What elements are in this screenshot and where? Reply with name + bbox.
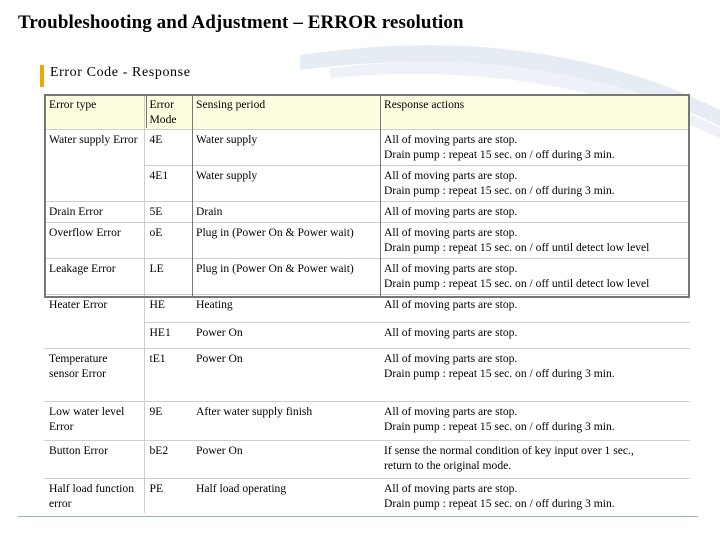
table-row — [44, 295, 690, 323]
row-sensing-period: Water supply — [191, 130, 379, 166]
row-error-mode: LE — [144, 259, 191, 295]
table-row — [44, 259, 690, 295]
row-error-type: Button Error — [44, 441, 144, 479]
row-sensing-period: Heating — [191, 295, 379, 323]
row-response-actions — [379, 402, 690, 441]
response-action-line: Drain pump : repeat 15 sec. on / off during 3 min. — [384, 148, 615, 161]
table-row — [44, 323, 690, 349]
response-action-line: Drain pump : repeat 15 sec. on / off during 3 min. — [384, 367, 615, 380]
header-response-actions: Response actions — [379, 95, 690, 130]
response-action-line: All of moving parts are stop. — [384, 262, 518, 275]
row-response-actions — [379, 323, 690, 349]
row-error-mode: tE1 — [144, 349, 191, 402]
row-error-mode: 4E — [144, 130, 191, 166]
response-action-line: All of moving parts are stop. — [384, 169, 518, 182]
row-sensing-period: Plug in (Power On & Power wait) — [191, 259, 379, 295]
row-error-mode: PE — [144, 479, 191, 514]
page-title: Troubleshooting and Adjustment – ERROR resolution — [18, 12, 464, 33]
row-sensing-period: Power On — [191, 349, 379, 402]
row-response-actions — [379, 295, 690, 323]
response-action-line: All of moving parts are stop. — [384, 226, 518, 239]
row-error-mode: bE2 — [144, 441, 191, 479]
response-action-line: All of moving parts are stop. — [384, 133, 518, 146]
row-response-actions — [379, 223, 690, 259]
footer-rule — [18, 516, 698, 517]
row-error-mode: 5E — [144, 202, 191, 223]
table-row — [44, 130, 690, 166]
subtitle-accent-bar — [40, 65, 44, 87]
row-error-type: Temperature sensor Error — [44, 349, 144, 402]
row-error-type — [44, 166, 144, 202]
header-error-type: Error type — [44, 95, 144, 130]
row-response-actions — [379, 130, 690, 166]
response-action-line: All of moving parts are stop. — [384, 326, 518, 339]
response-action-line: return to the original mode. — [384, 459, 512, 472]
row-error-mode: 9E — [144, 402, 191, 441]
row-error-type: Leakage Error — [44, 259, 144, 295]
response-action-line: Drain pump : repeat 15 sec. on / off during 3 min. — [384, 184, 615, 197]
row-error-mode: oE — [144, 223, 191, 259]
row-sensing-period: Water supply — [191, 166, 379, 202]
header-sensing-period: Sensing period — [191, 95, 379, 130]
response-action-line: All of moving parts are stop. — [384, 352, 518, 365]
table-row — [44, 441, 690, 479]
row-sensing-period: Drain — [191, 202, 379, 223]
row-sensing-period: Power On — [191, 441, 379, 479]
table-row — [44, 349, 690, 402]
error-code-table — [44, 94, 690, 513]
table-row — [44, 166, 690, 202]
row-error-mode: HE — [144, 295, 191, 323]
section-subtitle: Error Code - Response — [50, 65, 191, 80]
response-action-line: All of moving parts are stop. — [384, 205, 518, 218]
response-action-line: Drain pump : repeat 15 sec. on / off during 3 min. — [384, 497, 615, 510]
response-action-line: All of moving parts are stop. — [384, 298, 518, 311]
row-response-actions — [379, 259, 690, 295]
row-response-actions — [379, 479, 690, 514]
row-sensing-period: Plug in (Power On & Power wait) — [191, 223, 379, 259]
row-error-type — [44, 323, 144, 349]
row-error-type: Heater Error — [44, 295, 144, 323]
row-error-type: Low water level Error — [44, 402, 144, 441]
table-row — [44, 402, 690, 441]
row-response-actions — [379, 166, 690, 202]
row-error-type: Overflow Error — [44, 223, 144, 259]
row-response-actions — [379, 441, 690, 479]
row-error-type: Half load function error — [44, 479, 144, 514]
response-action-line: Drain pump : repeat 15 sec. on / off during 3 min. — [384, 420, 615, 433]
row-error-mode: 4E1 — [144, 166, 191, 202]
response-action-line: If sense the normal condition of key input over 1 sec., — [384, 444, 634, 457]
header-error-mode: Error Mode — [144, 95, 191, 130]
row-error-mode: HE1 — [144, 323, 191, 349]
table-row — [44, 223, 690, 259]
row-response-actions — [379, 202, 690, 223]
row-sensing-period: After water supply finish — [191, 402, 379, 441]
row-error-type: Water supply Error — [44, 130, 144, 166]
row-response-actions — [379, 349, 690, 402]
response-action-line: Drain pump : repeat 15 sec. on / off until detect low level — [384, 241, 650, 254]
response-action-line: Drain pump : repeat 15 sec. on / off until detect low level — [384, 277, 650, 290]
response-action-line: All of moving parts are stop. — [384, 405, 518, 418]
row-sensing-period: Power On — [191, 323, 379, 349]
table-header-row — [44, 95, 690, 130]
table-row — [44, 202, 690, 223]
response-action-line: All of moving parts are stop. — [384, 482, 518, 495]
row-sensing-period: Half load operating — [191, 479, 379, 514]
row-error-type: Drain Error — [44, 202, 144, 223]
table-row — [44, 479, 690, 514]
